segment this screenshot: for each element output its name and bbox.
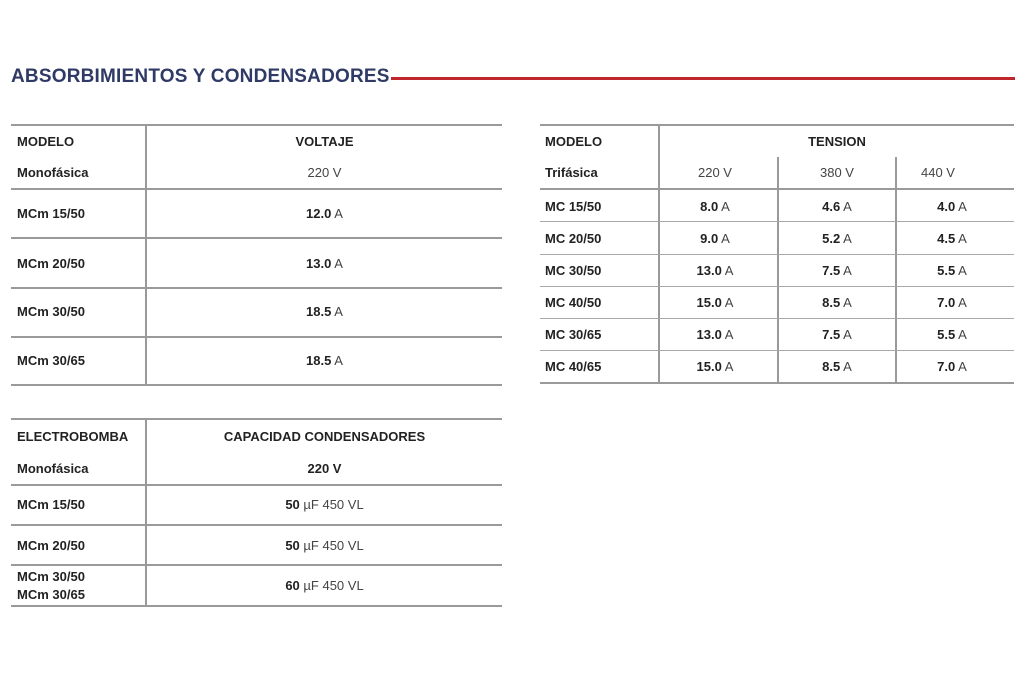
header-voltage: VOLTAJE: [295, 134, 354, 149]
title-accent-rule: [391, 77, 1015, 80]
row-value: 7.5 A: [822, 263, 852, 278]
row-model: MC 40/50: [545, 295, 602, 310]
table-rule: [11, 287, 502, 289]
row-value: 5.2 A: [822, 231, 852, 246]
table-rule: [540, 318, 1014, 319]
row-value: 7.0 A: [937, 359, 967, 374]
row-model: MCm 30/50: [17, 304, 85, 319]
subheader-voltage: 220 V: [307, 461, 342, 476]
subheader-voltage: 220 V: [307, 165, 342, 180]
subheader-phase: Trifásica: [545, 165, 598, 180]
table-rule: [11, 188, 502, 190]
table-rule: [11, 384, 502, 386]
table-rule: [540, 350, 1014, 351]
row-model: MC 20/50: [545, 231, 602, 246]
row-value: 4.5 A: [937, 231, 967, 246]
row-value: 5.5 A: [937, 327, 967, 342]
row-value: 4.6 A: [822, 199, 852, 214]
row-model: MC 30/50: [545, 263, 602, 278]
table-rule: [11, 336, 502, 338]
table-rule: [540, 221, 1014, 222]
table-rule: [11, 605, 502, 607]
row-value: 60 µF 450 VL: [285, 578, 364, 593]
row-value: 50 µF 450 VL: [285, 497, 364, 512]
table-rule: [11, 564, 502, 566]
table-rule: [11, 237, 502, 239]
row-model: MC 15/50: [545, 199, 602, 214]
row-value: 13.0 A: [696, 263, 734, 278]
row-value: 13.0 A: [696, 327, 734, 342]
header-model: ELECTROBOMBA: [17, 429, 129, 444]
row-value: 8.5 A: [822, 295, 852, 310]
table-rule: [11, 418, 502, 420]
row-model: MCm 20/50: [17, 538, 85, 553]
row-value: 7.5 A: [822, 327, 852, 342]
row-model: MC 40/65: [545, 359, 602, 374]
row-model: MCm 15/50: [17, 206, 85, 221]
row-value: 18.5 A: [306, 304, 343, 319]
table-rule: [540, 286, 1014, 287]
page-title: ABSORBIMIENTOS Y CONDENSADORES: [11, 66, 390, 87]
row-value: 18.5 A: [306, 353, 343, 368]
header-tension: TENSION: [808, 134, 866, 149]
row-value: 8.0 A: [700, 199, 730, 214]
row-value: 9.0 A: [700, 231, 730, 246]
table-rule: [11, 524, 502, 526]
row-value: 8.5 A: [822, 359, 852, 374]
table-rule: [540, 124, 1014, 126]
subheader-phase: Monofásica: [17, 461, 89, 476]
row-model: MCm 15/50: [17, 497, 85, 512]
subheader-voltage-380: 380 V: [820, 165, 854, 180]
row-value: 5.5 A: [937, 263, 967, 278]
subheader-phase: Monofásica: [17, 165, 89, 180]
header-model: MODELO: [545, 134, 603, 149]
row-value: 50 µF 450 VL: [285, 538, 364, 553]
row-model: MCm 30/65: [17, 353, 85, 368]
table-rule: [540, 254, 1014, 255]
row-value: 15.0 A: [696, 295, 734, 310]
subheader-voltage-440: 440 V: [921, 165, 955, 180]
row-value: 4.0 A: [937, 199, 967, 214]
table-rule: [11, 484, 502, 486]
column-divider: [145, 124, 147, 386]
row-value: 7.0 A: [937, 295, 967, 310]
table-rule: [540, 188, 1014, 190]
row-model: MCm 30/50: [17, 569, 85, 584]
table-rule: [11, 124, 502, 126]
row-value: 15.0 A: [696, 359, 734, 374]
row-value: 12.0 A: [306, 206, 343, 221]
row-value: 13.0 A: [306, 256, 343, 271]
row-model: MCm 20/50: [17, 256, 85, 271]
header-capacity: CAPACIDAD CONDENSADORES: [223, 429, 426, 444]
row-model-secondary: MCm 30/65: [17, 587, 85, 602]
subheader-voltage-220: 220 V: [698, 165, 732, 180]
header-model: MODELO: [17, 134, 75, 149]
row-model: MC 30/65: [545, 327, 602, 342]
table-rule: [540, 382, 1014, 384]
